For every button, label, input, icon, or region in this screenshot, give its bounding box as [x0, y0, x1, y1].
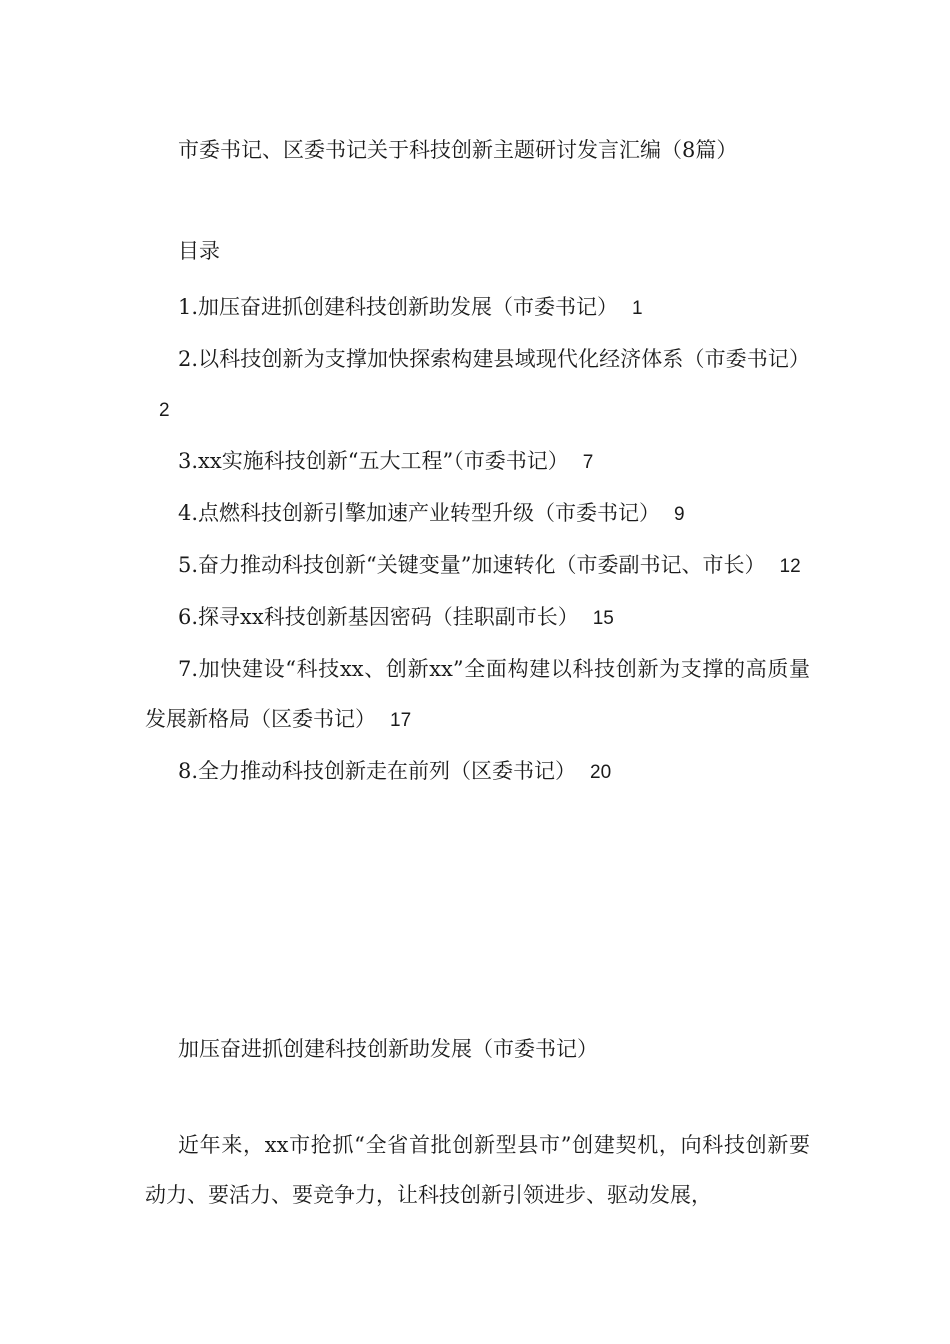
section-title: 加压奋进抓创建科技创新助发展（市委书记）	[178, 1037, 598, 1061]
toc-entry-page: 20	[590, 762, 612, 783]
toc-entry-page: 7	[582, 452, 594, 473]
toc-entry-title: 1.加压奋进抓创建科技创新助发展（市委书记）	[178, 295, 619, 319]
toc-entry-title: 2.以科技创新为支撑加快探索构建县域现代化经济体系（市委书记）	[178, 347, 810, 371]
toc-entry-title: 8.全力推动科技创新走在前列（区委书记）	[178, 759, 577, 783]
toc-entry-title: 7.加快建设“科技xx、创新xx”全面构建以科技创新为支撑的高质量发展新格局（区委书记）	[145, 657, 810, 731]
document-title: 市委书记、区委书记关于科技创新主题研讨发言汇编（8篇）	[178, 138, 738, 162]
table-of-contents	[145, 282, 810, 798]
toc-entry-title: 4.点燃科技创新引擎加速产业转型升级（市委书记）	[178, 501, 661, 525]
toc-entry[interactable]	[145, 746, 810, 798]
toc-entry[interactable]	[145, 488, 810, 540]
toc-heading: 目录	[178, 239, 220, 263]
toc-entry-page: 12	[779, 556, 801, 577]
toc-entry-page: 2	[159, 400, 170, 421]
toc-entry-page: 17	[390, 710, 412, 731]
toc-entry-title: 6.探寻xx科技创新基因密码（挂职副市长）	[178, 605, 579, 629]
toc-entry-title: 5.奋力推动科技创新“关键变量”加速转化（市委副书记、市长）	[178, 553, 766, 577]
toc-entry-page: 15	[592, 608, 614, 629]
body-paragraph: 近年来，xx市抢抓“全省首批创新型县市”创建契机，向科技创新要动力、要活力、要竞争力，让科技创新引领进步、驱动发展，	[145, 1133, 810, 1207]
toc-entry-page: 1	[632, 298, 643, 319]
toc-entry[interactable]	[145, 592, 810, 644]
toc-entry-page: 9	[674, 504, 685, 525]
toc-entry[interactable]	[145, 540, 810, 592]
toc-entry[interactable]	[145, 282, 810, 334]
toc-entry[interactable]	[145, 436, 810, 488]
toc-entry-title: 3.xx实施科技创新“五大工程”（市委书记）	[178, 449, 569, 473]
toc-entry[interactable]	[145, 334, 810, 436]
toc-entry[interactable]	[145, 644, 810, 746]
